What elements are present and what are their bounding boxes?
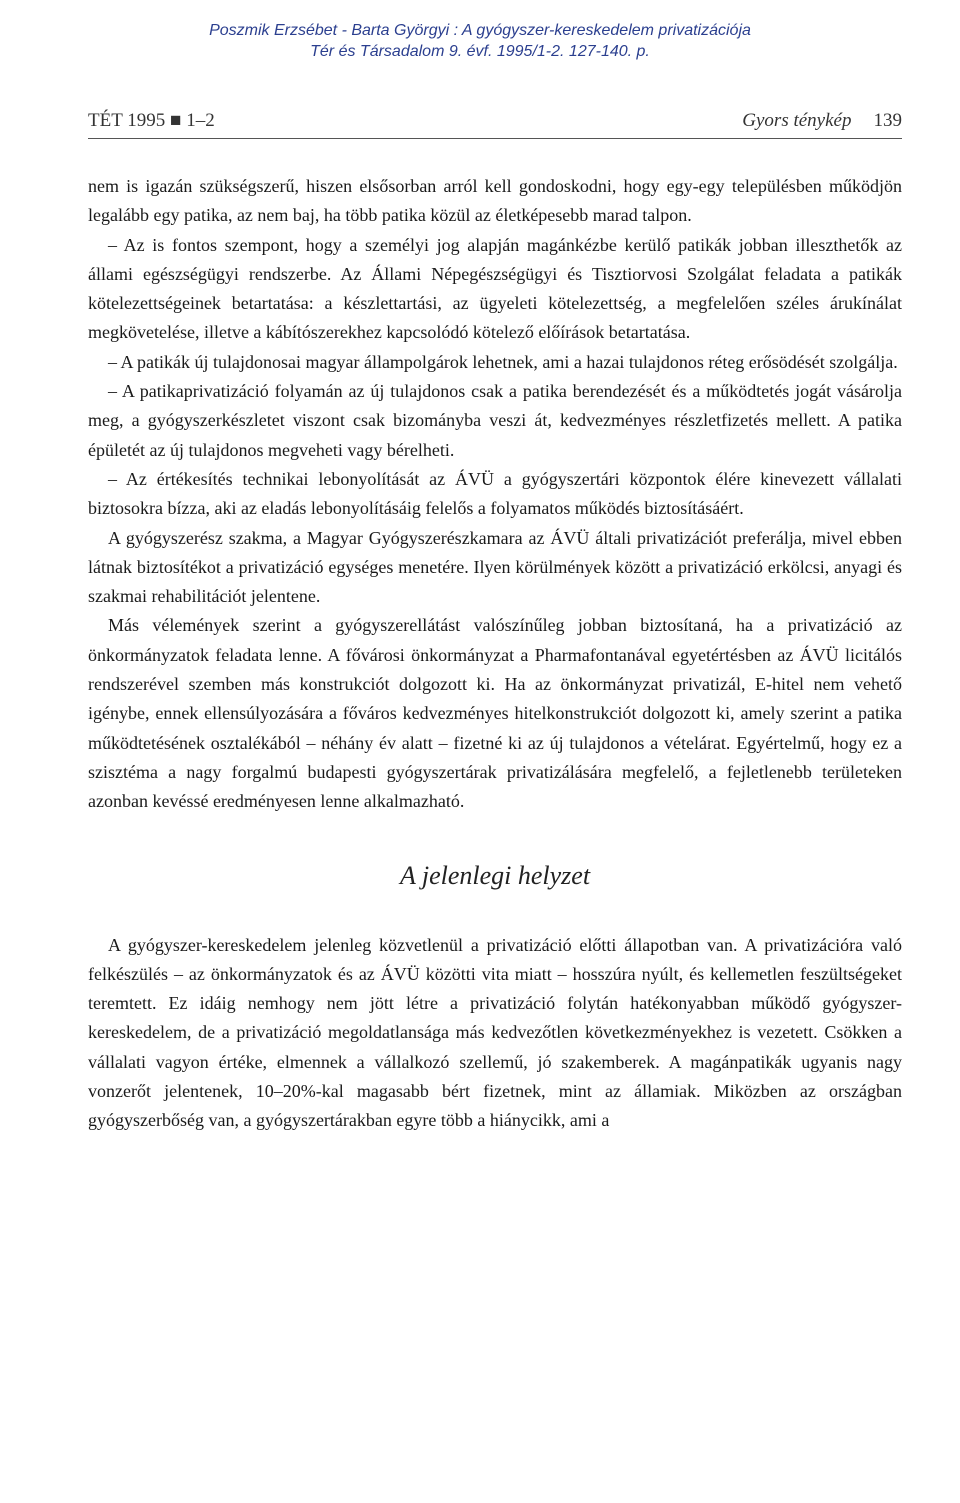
paragraph-bullet: – A patikaprivatizáció folyamán az új tulajdonos csak a patika berendezését és a működtetés jogát vásárolja meg, a gyógyszerkészletet viszont csak bizományba veszi át, kedvezményes részletfizetés mellett. A patika épületét az új tulajdonos megveheti vagy bérelheti. xyxy=(88,381,902,460)
running-head xyxy=(88,108,902,139)
paragraph-bullet: – A patikák új tulajdonosai magyar állampolgárok lehetnek, ami a hazai tulajdonos réteg erősödését szolgálja. xyxy=(108,351,898,372)
citation-source: Tér és Társadalom 9. évf. 1995/1-2. 127-140. p. xyxy=(310,43,650,60)
paragraph: nem is igazán szükségszerű, hiszen elsősorban arról kell gondoskodni, hogy egy-egy településben működjön legalább egy patika, az nem baj, ha több patika közül az életképesebb marad talpon. xyxy=(88,176,902,226)
paragraph: A gyógyszer-kereskedelem jelenleg közvetlenül a privatizáció előtti állapotban van. A privatizációra való felkészülés – az önkormányzatok és az ÁVÜ közötti vita miatt – hosszúra nyúlt, és kellemetlen feszültségeket teremtett. Ez idáig nemhogy nem jött létre a privatizáció folytán hatékonyabban működő gyógyszer-kereskedelem, de a privatizáció megoldatlansága más kedvezőtlen következményekhez is vezetett. Csökken a vállalati vagyon értéke, elmennek a vállalkozó szellemű, jó szakemberek. A magánpatikák ugyanis nagy vonzerőt jelentenek, 10–20%-kal magasabb bért fizetnek, mint az államiak. Miközben az országban gyógyszerbőség van, a gyógyszertárakban egyre több a hiánycikk, ami a xyxy=(88,934,902,1131)
paragraph-bullet: – Az is fontos szempont, hogy a személyi jog alapján magánkézbe kerülő patikák jobban illeszthetők az állami egészségügyi rendszerbe. Az Állami Népegészségügyi és Tisztiorvosi Szolgálat feladata a patikák kötelezettségeinek betartatása: a készlettartási, az ügyeleti kötelezettség, a megfelelően széles árukínálat megkövetelése, illetve a kábítószerekhez kapcsolódó kötelező előírások betartatása. xyxy=(88,234,902,343)
page-number: 139 xyxy=(873,110,902,131)
section-name: Gyors ténykép xyxy=(742,110,852,131)
journal-issue: TÉT 1995 ■ 1–2 xyxy=(88,110,215,131)
running-head-right xyxy=(742,110,902,132)
citation-header xyxy=(0,20,960,62)
citation-authors-title: Poszmik Erzsébet - Barta Györgyi : A gyógyszer-kereskedelem privatizációja xyxy=(209,22,751,39)
paragraph-bullet: – Az értékesítés technikai lebonyolítását az ÁVÜ a gyógyszertári központok élére kinevezett vállalati biztosokra bízza, aki az eladás lebonyolításáig felelős a folyamatos működés biztosításáért. xyxy=(88,468,902,519)
article-body xyxy=(88,172,902,1136)
paragraph: A gyógyszerész szakma, a Magyar Gyógyszerészkamara az ÁVÜ általi privatizációt preferálja, mivel ebben látnak biztosítékot a privatizáció egységes menetére. Ilyen körülmények között a privatizáció erkölcsi, anyagi és szakmai rehabilitációt jelentene. xyxy=(88,527,902,607)
paragraph: Más vélemények szerint a gyógyszerellátást valószínűleg jobban biztosítaná, ha a privatizáció az önkormányzatok feladata lenne. A fővárosi önkormányzat a Pharmafontanával egyetértésben az ÁVÜ licitálós rendszerével szemben más konstrukciót dolgozott ki. Ha az önkormányzat privatizál, E-hitel nem vehető igénybe, ennek ellensúlyozására a főváros kedvezményes hitelkonstrukciót dolgozott ki, amely szerint a patika működtetésének osztalékából – néhány év alatt – fizetné ki az új tulajdonos a vételárat. Egyértelmű, hogy ez a szisztéma a nagy forgalmú budapesti gyógyszertárak privatizálására megfelelő, a fejletlenebb területeken azonban kevéssé eredményesen lenne alkalmazható. xyxy=(88,615,902,812)
section-heading: A jelenlegi helyzet xyxy=(399,860,591,890)
